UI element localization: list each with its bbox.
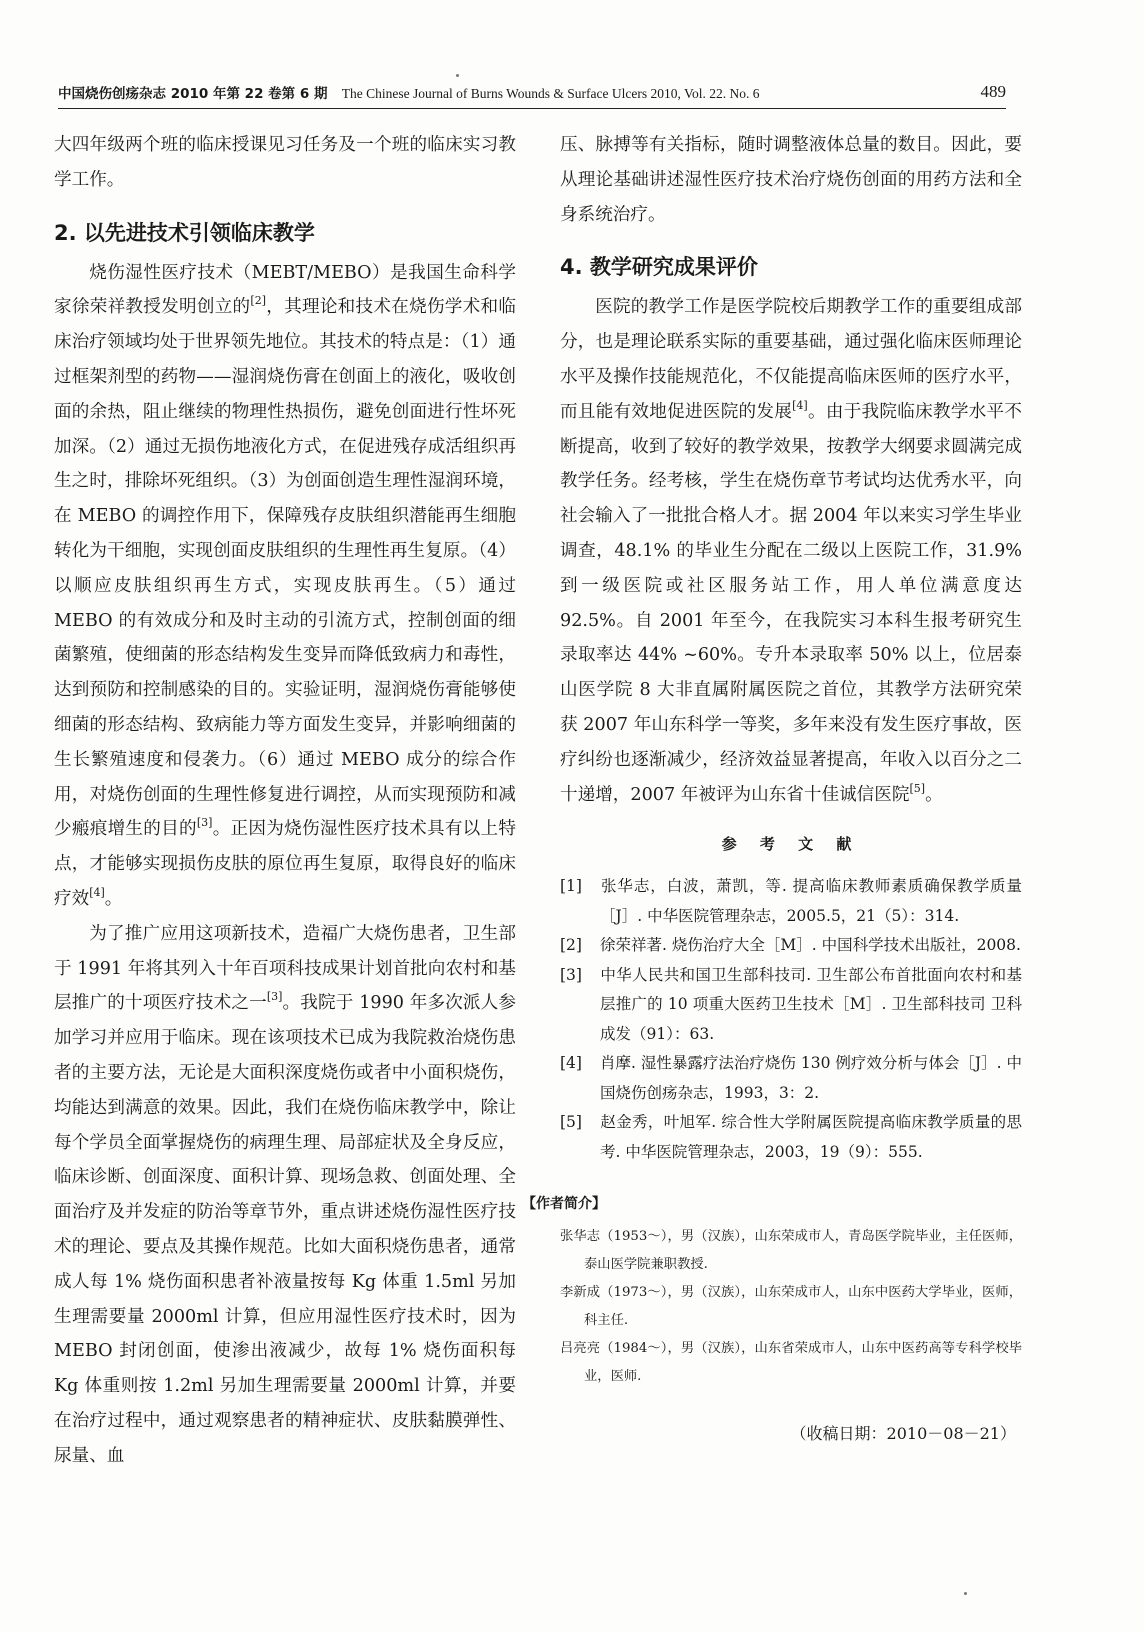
journal-title-en: The Chinese Journal of Burns Wounds & Surface Ulcers 2010, Vol. 22. No. 6 bbox=[341, 86, 760, 101]
citation: [2] bbox=[250, 294, 266, 308]
text-run: 为了推广应用这项新技术，造福广大烧伤患者，卫生部于 1991 年将其列入十年百项科技成果计划首批向农村和基层推广的十项医疗技术之一 bbox=[54, 923, 516, 1014]
author-bio-list bbox=[560, 1223, 1022, 1391]
author-bio-heading: 【作者简介】 bbox=[522, 1196, 606, 1213]
reference-number: [4] bbox=[560, 1054, 582, 1073]
reference-number: [1] bbox=[560, 877, 582, 896]
paragraph-evaluation bbox=[560, 290, 1022, 812]
reference-item bbox=[560, 1049, 1022, 1108]
reference-item bbox=[560, 931, 1022, 961]
reference-text: 中华人民共和国卫生部科技司. 卫生部公布首批面向农村和基层推广的 10 项重大医药卫生技术［M］. 卫生部科技司 卫科成发（91）：63. bbox=[600, 965, 1022, 1043]
right-column bbox=[522, 128, 1022, 1449]
citation: [4] bbox=[792, 398, 808, 412]
text-run: 。我院于 1990 年多次派人参加学习并应用于临床。现在该项技术已成为我院救治烧伤患者的主要方法，无论是大面积深度烧伤或者中小面积烧伤，均能达到满意的效果。因此，我们在烧伤临床教学中，除让每个学员全面掌握烧伤的病理生理、局部症状及全身反应，临床诊断、创面深度、面积计算、现场急救、创面处理、全面治疗及并发症的防治等章节外，重点讲述烧伤湿性医疗技术的理论、要点及其操作规范。比如大面积烧伤患者，通常成人每 1% 烧伤面积患者补液量按每 Kg 体重 1.5ml 另加生理需要量 2000ml 计算，但应用湿性医疗技术时，因为 MEBO 封闭创面，使渗出液减少，故每 1% 烧伤面积每 Kg 体重则按 1.2ml 另加生理需要量 2000ml 计算，并要在治疗过程中，通过观察患者的精神症状、皮肤黏膜弹性、尿量、血 bbox=[54, 993, 516, 1466]
author-bio-item: 李新成（1973～），男（汉族），山东荣成市人，山东中医药大学毕业，医师，科主任. bbox=[560, 1285, 1022, 1329]
author-bio-item: 张华志（1953～），男（汉族），山东荣成市人，青岛医学院毕业，主任医师，泰山医学院兼职教授. bbox=[560, 1229, 1022, 1273]
reference-number: [5] bbox=[560, 1113, 582, 1132]
section-4-heading: 4. 教学研究成果评价 bbox=[560, 255, 758, 280]
reference-text: 张华志，白波，萧凯，等. 提高临床教师素质确保教学质量［J］. 中华医院管理杂志，2005.5，21（5）：314. bbox=[600, 877, 1022, 925]
reference-item bbox=[560, 872, 1022, 931]
reference-list bbox=[560, 872, 1022, 1167]
text-run: 。 bbox=[104, 888, 123, 909]
citation: [3] bbox=[196, 816, 213, 830]
citation: [3] bbox=[266, 990, 283, 1004]
reference-number: [3] bbox=[560, 965, 582, 984]
reference-number: [2] bbox=[560, 936, 582, 955]
text-run: 医院的教学工作是医学院校后期教学工作的重要组成部分，也是理论联系实际的重要基础，通过强化临床医师理论水平及操作技能规范化，不仅能提高临床医师的医疗水平，而且能有效地促进医院的发展 bbox=[560, 297, 1022, 422]
reference-text: 赵金秀，叶旭军. 综合性大学附属医院提高临床教学质量的思考. 中华医院管理杂志，2003，19（9）：555. bbox=[600, 1113, 1022, 1161]
journal-title-cn: 中国烧伤创疡杂志 2010 年第 22 卷第 6 期 bbox=[58, 86, 328, 102]
text-run: 。 bbox=[925, 784, 943, 805]
running-head bbox=[58, 84, 1006, 109]
section-2-heading: 2. 以先进技术引领临床教学 bbox=[54, 220, 315, 245]
received-date: （收稿日期：2010－08－21） bbox=[790, 1424, 1016, 1444]
author-bio-item: 吕亮亮（1984～），男（汉族），山东省荣成市人，山东中医药高等专科学校毕业，医师. bbox=[560, 1341, 1022, 1385]
text-run: ，其理论和技术在烧伤学术和临床治疗领域均处于世界领先地位。其技术的特点是：（1）通过框架剂型的药物——湿润烧伤膏在创面上的液化，吸收创面的余热，阻止继续的物理性热损伤，避免创面进行性坏死加深。（2）通过无损伤地液化方式，在促进残存成活组织再生之时，排除坏死组织。（3）为创面创造生理性湿润环境，在 MEBO 的调控作用下，保障残存皮肤组织潜能再生细胞转化为干细胞，实现创面皮肤组织的生理性再生复原。（4）以顺应皮肤组织再生方式，实现皮肤再生。（5）通过 MEBO 的有效成分和及时主动的引流方式，控制创面的细菌繁殖，使细菌的形态结构发生变异而降低致病力和毒性，达到预防和控制感染的目的。实验证明，湿润烧伤膏能够使细菌的形态结构、致病能力等方面发生变异，并影响细菌的生长繁殖速度和侵袭力。（6）通过 MEBO 成分的综合作用，对烧伤创面的生理性修复进行调控，从而实现预防和减少瘢痕增生的目的 bbox=[54, 297, 516, 840]
citation: [5] bbox=[909, 781, 926, 795]
citation: [4] bbox=[89, 885, 105, 899]
scan-speck bbox=[456, 74, 459, 77]
page-number: 489 bbox=[980, 82, 1006, 101]
paragraph-promotion bbox=[54, 917, 516, 1474]
reference-text: 徐荣祥著. 烧伤治疗大全［M］. 中国科学技术出版社，2008. bbox=[600, 936, 1021, 955]
paragraph-mebt-features bbox=[54, 256, 516, 917]
text-run: 。正因为烧伤湿性医疗技术具有以上特点，才能够实现损伤皮肤的原位再生复原，取得良好的临床疗效 bbox=[54, 819, 516, 909]
text-run: 烧伤湿性医疗技术（MEBT/MEBO）是我国生命科学家徐荣祥教授发明创立的 bbox=[54, 262, 516, 318]
continued-paragraph: 大四年级两个班的临床授课见习任务及一个班的临床实习教学工作。 bbox=[54, 135, 516, 190]
continued-paragraph: 压、脉搏等有关指标，随时调整液体总量的数目。因此，要从理论基础讲述湿性医疗技术治疗烧伤创面的用药方法和全身系统治疗。 bbox=[560, 135, 1022, 225]
reference-text: 肖摩. 湿性暴露疗法治疗烧伤 130 例疗效分析与体会［J］. 中国烧伤创疡杂志，1993，3：2. bbox=[600, 1054, 1022, 1102]
reference-item bbox=[560, 1108, 1022, 1167]
reference-item bbox=[560, 961, 1022, 1050]
text-run: 。由于我院临床教学水平不断提高，收到了较好的教学效果，按教学大纲要求圆满完成教学任务。经考核，学生在烧伤章节考试均达优秀水平，向社会输入了一批批合格人才。据 2004 年以来实习学生毕业调查，48.1% 的毕业生分配在二级以上医院工作，31.9% 到一级医院或社区服务站工作，用人单位满意度达 92.5%。自 2001 年至今，在我院实习本科生报考研究生录取率达 44% ~60%。专升本录取率 50% 以上，位居泰山医学院 8 大非直属附属医院之首位，其教学方法研究荣获 2007 年山东科学一等奖，多年来没有发生医疗事故，医疗纠纷也逐渐减少，经济效益显著提高，年收入以百分之二十递增，2007 年被评为山东省十佳诚信医院 bbox=[560, 401, 1022, 805]
references-heading: 参 考 文 献 bbox=[721, 835, 861, 854]
left-column bbox=[54, 128, 516, 1473]
scan-speck bbox=[964, 1592, 967, 1595]
